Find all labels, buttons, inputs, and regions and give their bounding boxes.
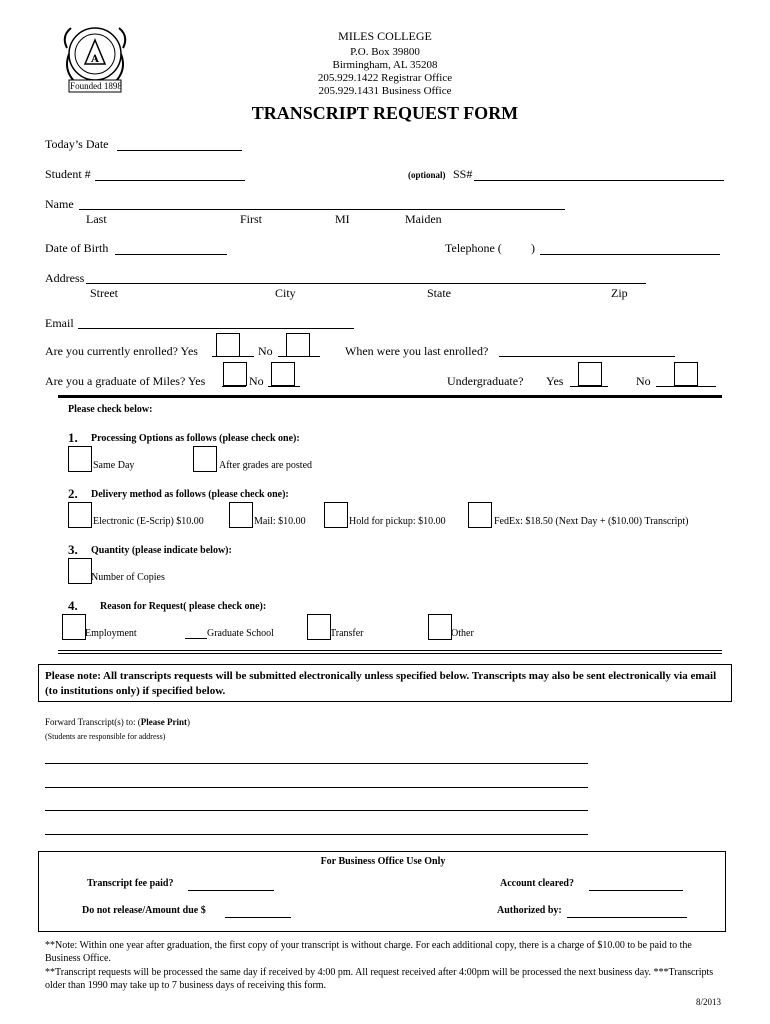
last-label: Last bbox=[86, 212, 107, 226]
fedex-checkbox[interactable] bbox=[468, 502, 492, 528]
section-3-title: Quantity (please indicate below): bbox=[91, 545, 232, 556]
electronic-note-box bbox=[38, 664, 732, 702]
dob-field[interactable] bbox=[115, 254, 227, 255]
grad-school-checkbox[interactable] bbox=[185, 638, 207, 639]
address-label: Address bbox=[45, 271, 85, 285]
section-3-number: 3. bbox=[68, 542, 78, 557]
ss-label: SS# bbox=[453, 167, 473, 181]
enrolled-no-checkbox[interactable] bbox=[286, 333, 310, 357]
undergrad-yes-label: Yes bbox=[546, 374, 564, 388]
other-label: Other bbox=[451, 628, 474, 639]
graduate-question: Are you a graduate of Miles? Yes bbox=[45, 374, 206, 388]
undergrad-no-checkbox[interactable] bbox=[674, 362, 698, 386]
todays-date-label: Today’s Date bbox=[45, 137, 109, 151]
other-checkbox[interactable] bbox=[428, 614, 452, 640]
undergraduate-label: Undergraduate? bbox=[447, 374, 524, 388]
telephone-close: ) bbox=[531, 241, 535, 255]
college-seal-logo bbox=[55, 22, 135, 98]
city-label: City bbox=[275, 286, 296, 300]
graduate-no-checkbox[interactable] bbox=[271, 362, 295, 386]
fedex-label: FedEx: $18.50 (Next Day + ($10.00) Transcript) bbox=[494, 516, 689, 527]
college-name: MILES COLLEGE bbox=[338, 29, 432, 43]
forward-sub-label: (Students are responsible for address) bbox=[45, 732, 166, 741]
svg-text:A: A bbox=[91, 54, 99, 65]
forward-line-4[interactable] bbox=[45, 834, 588, 835]
forward-line-3[interactable] bbox=[45, 810, 588, 811]
authorized-label: Authorized by: bbox=[497, 905, 562, 916]
electronic-label: Electronic (E-Scrip) $10.00 bbox=[93, 516, 204, 527]
electronic-checkbox[interactable] bbox=[68, 502, 92, 528]
student-number-label: Student # bbox=[45, 167, 91, 181]
employment-label: Employment bbox=[85, 628, 137, 639]
founded-text: Founded 1898 bbox=[70, 81, 122, 91]
section-2-title: Delivery method as follows (please check one): bbox=[91, 489, 289, 500]
authorized-field[interactable] bbox=[567, 917, 687, 918]
section-1-title: Processing Options as follows (please check one): bbox=[91, 433, 300, 444]
last-enrolled-field[interactable] bbox=[499, 356, 675, 357]
graduate-yes-checkbox[interactable] bbox=[223, 362, 247, 386]
pickup-label: Hold for pickup: $10.00 bbox=[349, 516, 446, 527]
email-field[interactable] bbox=[78, 328, 354, 329]
registrar-phone: 205.929.1422 Registrar Office bbox=[317, 72, 453, 84]
pickup-checkbox[interactable] bbox=[324, 502, 348, 528]
copies-input[interactable] bbox=[68, 558, 92, 584]
telephone-field[interactable] bbox=[540, 254, 720, 255]
undergrad-no-label: No bbox=[636, 374, 651, 388]
name-label: Name bbox=[45, 197, 74, 211]
do-not-release-label: Do not release/Amount due $ bbox=[82, 905, 206, 916]
account-cleared-field[interactable] bbox=[589, 890, 683, 891]
section-2-number: 2. bbox=[68, 486, 78, 501]
undergrad-yes-checkbox[interactable] bbox=[578, 362, 602, 386]
optional-label: (optional) bbox=[408, 170, 446, 180]
transfer-checkbox[interactable] bbox=[307, 614, 331, 640]
maiden-label: Maiden bbox=[405, 212, 442, 226]
city-address: Birmingham, AL 35208 bbox=[332, 59, 438, 71]
electronic-note-text: Please note: All transcripts requests will be submitted electronically unless specified below. Transcripts may also be sent electronically via email (to institutions only) if specified below. bbox=[45, 670, 717, 697]
zip-label: Zip bbox=[611, 286, 628, 300]
telephone-label: Telephone ( bbox=[445, 241, 502, 255]
same-day-checkbox[interactable] bbox=[68, 446, 92, 472]
enrolled-question: Are you currently enrolled? Yes bbox=[45, 344, 198, 358]
employment-checkbox[interactable] bbox=[62, 614, 86, 640]
forward-label: Forward Transcript(s) to: (Please Print) bbox=[45, 717, 190, 727]
graduate-no-label: No bbox=[249, 374, 264, 388]
after-grades-label: After grades are posted bbox=[219, 460, 313, 471]
footer-note-2: **Transcript requests will be processed the same day if received by 4:00 pm. All request received after 4:00pm will be processed the next business day. ***Transcripts older than 1990 may take up to 7 business days of receiving this form. bbox=[45, 967, 714, 991]
business-phone: 205.929.1431 Business Office bbox=[318, 85, 452, 97]
po-box: P.O. Box 39800 bbox=[350, 46, 420, 58]
section-1-number: 1. bbox=[68, 430, 78, 445]
form-title: TRANSCRIPT REQUEST FORM bbox=[251, 103, 519, 123]
enrolled-no-label: No bbox=[258, 344, 273, 358]
section-4-title: Reason for Request( please check one): bbox=[100, 601, 267, 612]
grad-school-label: Graduate School bbox=[207, 628, 274, 639]
account-cleared-label: Account cleared? bbox=[500, 878, 574, 889]
forward-line-2[interactable] bbox=[45, 787, 588, 788]
first-label: First bbox=[240, 212, 263, 226]
ss-field[interactable] bbox=[474, 180, 724, 181]
enrolled-yes-checkbox[interactable] bbox=[216, 333, 240, 357]
business-office-title: For Business Office Use Only bbox=[320, 856, 446, 867]
mail-checkbox[interactable] bbox=[229, 502, 253, 528]
transfer-label: Transfer bbox=[330, 628, 364, 639]
forward-line-1[interactable] bbox=[45, 763, 588, 764]
after-grades-checkbox[interactable] bbox=[193, 446, 217, 472]
check-below-label: Please check below: bbox=[68, 404, 153, 415]
address-field[interactable] bbox=[86, 283, 646, 284]
last-enrolled-label: When were you last enrolled? bbox=[345, 344, 489, 358]
name-field[interactable] bbox=[79, 209, 565, 210]
mail-label: Mail: $10.00 bbox=[254, 516, 306, 527]
student-number-field[interactable] bbox=[95, 180, 245, 181]
section-4-number: 4. bbox=[68, 598, 78, 613]
same-day-label: Same Day bbox=[93, 460, 135, 471]
dob-label: Date of Birth bbox=[45, 241, 109, 255]
copies-label: Number of Copies bbox=[91, 572, 165, 583]
amount-due-field[interactable] bbox=[225, 917, 291, 918]
footer-note-1: **Note: Within one year after graduation, the first copy of your transcript is without charge. For each additional copy, there is a charge of $10.00 to be paid to the Business Office. bbox=[45, 940, 692, 964]
email-label: Email bbox=[45, 316, 74, 330]
mi-label: MI bbox=[335, 212, 350, 226]
note-divider bbox=[58, 650, 722, 654]
todays-date-field[interactable] bbox=[117, 150, 242, 151]
fee-paid-field[interactable] bbox=[188, 890, 274, 891]
state-label: State bbox=[427, 286, 451, 300]
fee-paid-label: Transcript fee paid? bbox=[87, 878, 174, 889]
section-divider bbox=[58, 395, 722, 398]
street-label: Street bbox=[90, 286, 118, 300]
form-revision-date: 8/2013 bbox=[696, 997, 722, 1007]
